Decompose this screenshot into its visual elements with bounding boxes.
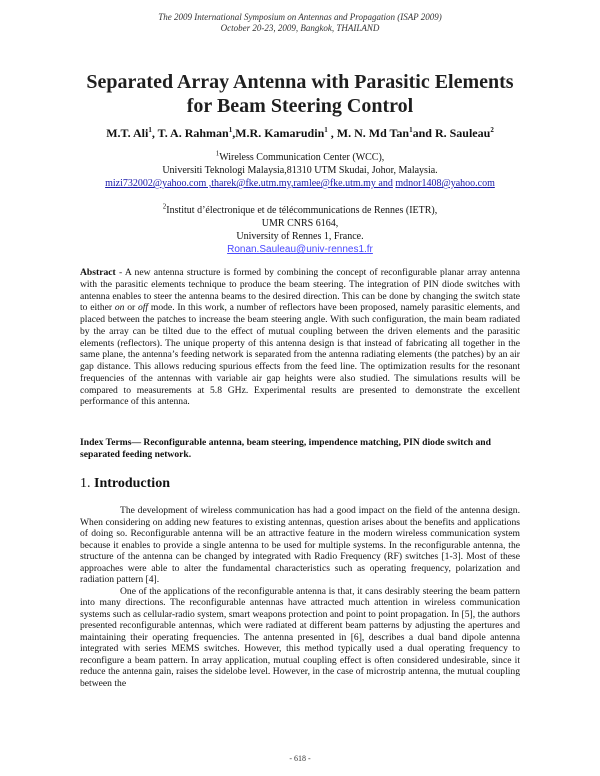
author-3-sup: 1: [324, 126, 328, 134]
paragraph-1: The development of wireless communication has had a good impact on the field of the antenna design. When considering on adding new features to existing antennas, question arises about the benefits and applications of doing so. Reconfigurable antenna will be an attractive feature in the modern wireless communication system because it enables to provide a single antenna to be used for multiple systems. In the reconfigurable antenna, the structure of the antenna can be changed by integrated with Radio Frequency (RF) switches [1-3]. Most of these approaches were able to alter the fundamental characteristics such as operating frequency, polarization and radiation pattern [4].: [80, 505, 520, 585]
abstract-text-1: - A new antenna structure is formed by combining the concept of reconfigurable planar array antenna with the parasitic elements technique to produce the beam steering. The integration of PIN diode switches with antenna enables to steer the antenna beams to the desired direction. This can be done by changing the switch state to either: [80, 267, 520, 314]
aff1-sup: 1: [215, 149, 220, 158]
affiliation-2: [20, 204, 580, 256]
aff2-sup: 2: [162, 202, 167, 211]
aff2-line2: UMR CNRS 6164,: [261, 218, 339, 229]
aff1-line1: Wireless Communication Center (WCC),: [219, 152, 385, 163]
author-list: [40, 126, 560, 141]
section-number: 1.: [80, 476, 91, 491]
author-2: , T. A. Rahman: [151, 126, 229, 140]
conference-header-line2: October 20-23, 2009, Bangkok, THAILAND: [220, 23, 380, 33]
aff1-line2: Universiti Teknologi Malaysia,81310 UTM Skudai, Johor, Malaysia.: [162, 165, 438, 176]
index-terms: Index Terms— Reconfigurable antenna, beam steering, impendence matching, PIN diode switch and separated feeding network.: [80, 437, 491, 460]
aff2-line3: University of Rennes 1, France.: [236, 231, 364, 242]
author-3: ,M.R. Kamarudin: [232, 126, 325, 140]
affiliation-1: [20, 151, 580, 190]
abstract-on: on: [114, 302, 125, 314]
author-5-sup: 2: [490, 126, 494, 134]
paragraph-2: One of the applications of the reconfigurable antenna is that, it cans desirably steering the beam pattern into many directions. The reconfigurable antennas have attracted much attention in wireless communication systems such as cellular-radio system, smart weapons protection and point to point propagation. In [5], the authors presented reconfigurable antennas, which were radiated at different beam patterns by adjusting the apertures and maintaining their operating frequencies. The antenna presented in [6], describes a dual band dipole antenna integrated with series MEMS switches. However, this method typically used a dual operating frequency to reconfigure a beam pattern. In array application, mutual coupling effect is often considered undesirable, since it reduce the antenna gain, raises the sidelobe level. However, in the case of microstrip antenna, the mutual coupling between the: [80, 585, 520, 689]
conference-header-line1: The 2009 International Symposium on Antennas and Propagation (ISAP 2009): [158, 12, 442, 22]
aff1-emails[interactable]: mizi732002@yahoo.com ,tharek@fke.utm.my,ramlee@fke.utm.my and: [105, 178, 393, 189]
aff2-email[interactable]: Ronan.Sauleau@univ-rennes1.fr: [227, 244, 373, 255]
title-line1: Separated Array Antenna with Parasitic Elements: [86, 71, 514, 93]
abstract-text-2: or: [124, 302, 138, 314]
paper-title: [40, 70, 560, 118]
abstract-label: Abstract: [80, 267, 116, 278]
page-number: - 618 -: [289, 754, 311, 763]
abstract-text-3: mode. In this work, a number of reflectors have been proposed, namely parasitic elements, and placed between the patches to increase the beam steering angle. With such configuration, the main beam radiated by the array can be tilted due to the effect of mutual coupling between the driven elements and the parasitic elements (reflectors). The unique property of this antenna design is that instead of fabricating all together in the same plane, the antenna’s feeding network is separated from the antenna radiating elements (the patches) by an air gap distance. This allows reducing spurious effects from the feed line. The optimization results for the resonant frequencies of the antennas with variable air gap heights were also studied. The simulations results will be compared to measurements at 5.8 GHz. Experimental results are presented to demonstrate the excellent performance of this antenna.: [80, 302, 520, 408]
author-4: , M. N. Md Tan: [327, 126, 410, 140]
author-2-sup: 1: [228, 126, 233, 134]
author-4-sup: 1: [409, 126, 413, 134]
author-5: and R. Sauleau: [412, 126, 491, 140]
author-1-sup: 1: [148, 126, 152, 134]
title-line2: for Beam Steering Control: [186, 95, 414, 117]
section-body: [80, 505, 520, 689]
section-title: Introduction: [94, 476, 170, 491]
aff2-line1: Institut d’électronique et de télécommunications de Rennes (IETR),: [166, 205, 438, 216]
abstract-off: off: [137, 302, 149, 314]
section-heading: [80, 476, 170, 492]
author-1: M.T. Ali: [106, 126, 149, 140]
aff1-email-last[interactable]: mdnor1408@yahoo.com: [395, 178, 495, 189]
abstract: [80, 267, 520, 408]
